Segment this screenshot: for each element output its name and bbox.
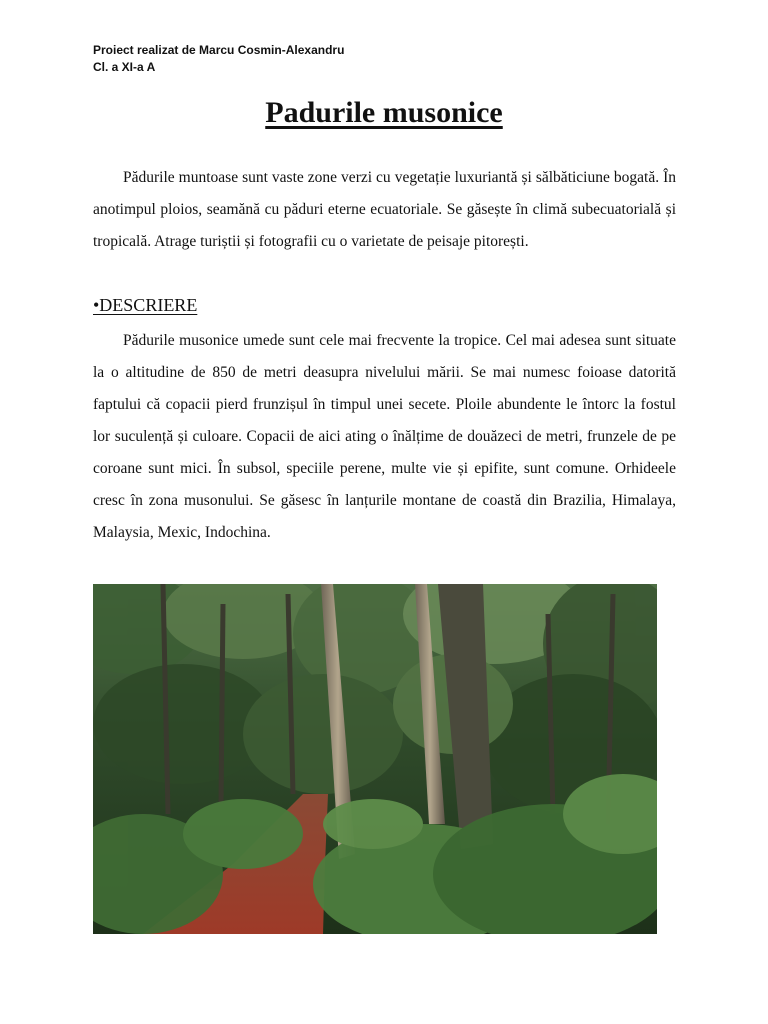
class-line: Cl. a XI-a A <box>93 60 156 74</box>
description-paragraph: Pădurile musonice umede sunt cele mai frecvente la tropice. Cel mai adesea sunt situate la o altitudine de 850 de metri deasupra nivelului mării. Se mai numesc foioase datorită faptului că copacii pierd frunzișul în timpul unei secete. Ploile abundente le întorc la fostul lor suculență și culoare. Copacii de aici ating o înălțime de douăzeci de metri, frunzele de pe coroane sunt mici. În subsol, speciile perene, multe vie și epifite, sunt comune. Orhideele cresc în zona musonului. Se găsesc în lanțurile montane de coastă din Brazilia, Himalaya, Malaysia, Mexic, Indochina. <box>93 332 676 541</box>
author-line: Proiect realizat de Marcu Cosmin-Alexandru <box>93 43 345 57</box>
document-header <box>93 42 344 76</box>
intro-paragraph: Pădurile muntoase sunt vaste zone verzi cu vegetație luxuriantă și sălbăticiune bogată. În anotimpul ploios, seamănă cu păduri eterne ecuatoriale. Se găsește în climă subecuatorială și tropicală. Atrage turiștii și fotografii cu o varietate de peisaje pitorești. <box>93 169 676 250</box>
section-heading: •DESCRIERE <box>93 295 198 315</box>
page-title: Padurile musonice <box>265 96 503 129</box>
forest-path-photo <box>93 584 657 934</box>
